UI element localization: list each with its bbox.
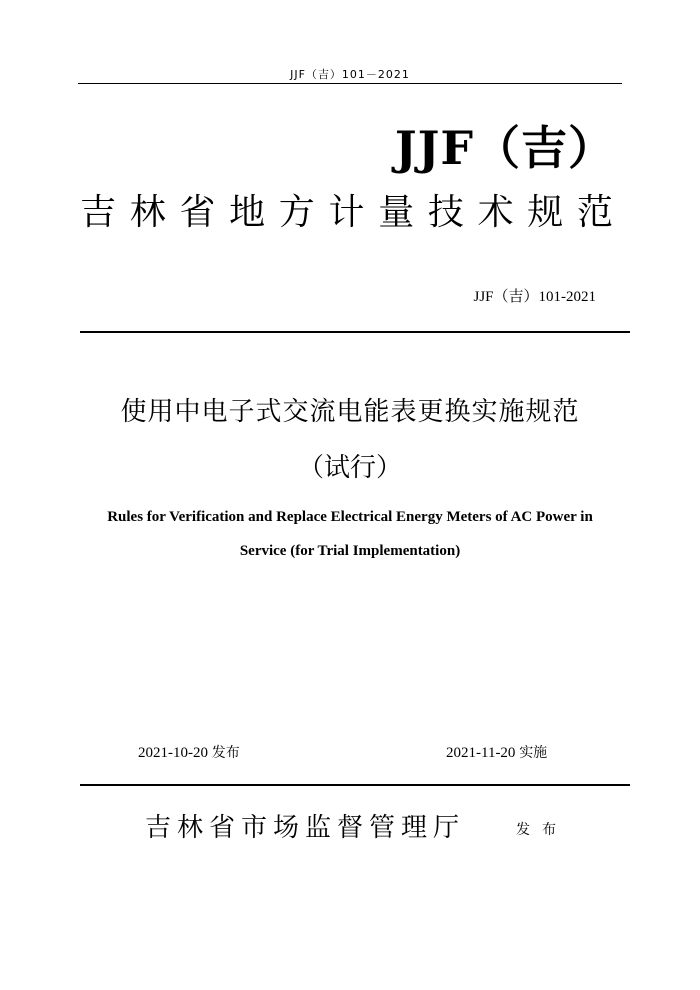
- upper-divider: [80, 331, 630, 333]
- header-divider: [78, 83, 622, 84]
- publish-date: 2021-10-20: [138, 745, 208, 761]
- issue-label: 发布: [516, 822, 568, 838]
- specification-type-heading: 吉林省地方计量技术规范: [80, 192, 625, 233]
- effective-date-block: [446, 742, 547, 762]
- publish-label: 发布: [211, 745, 240, 761]
- document-title-en-line1: Rules for Verification and Replace Electrical Energy Meters of AC Power in: [107, 509, 593, 525]
- document-title-en-line2: Service (for Trial Implementation): [239, 543, 461, 559]
- lower-divider: [80, 784, 630, 786]
- issuing-authority: 吉林省市场监督管理厅: [145, 813, 466, 843]
- document-subtitle-cn: （试行）: [297, 453, 402, 483]
- effective-date: 2021-11-20: [446, 745, 516, 761]
- document-code: JJF（吉）101-2021: [473, 289, 596, 305]
- publish-date-block: [138, 742, 240, 762]
- running-header-code: JJF（吉）101－2021: [290, 68, 410, 81]
- jjf-mark: JJF（吉）: [394, 121, 615, 175]
- effective-label: 实施: [519, 745, 548, 761]
- document-title-cn: 使用中电子式交流电能表更换实施规范: [120, 397, 580, 427]
